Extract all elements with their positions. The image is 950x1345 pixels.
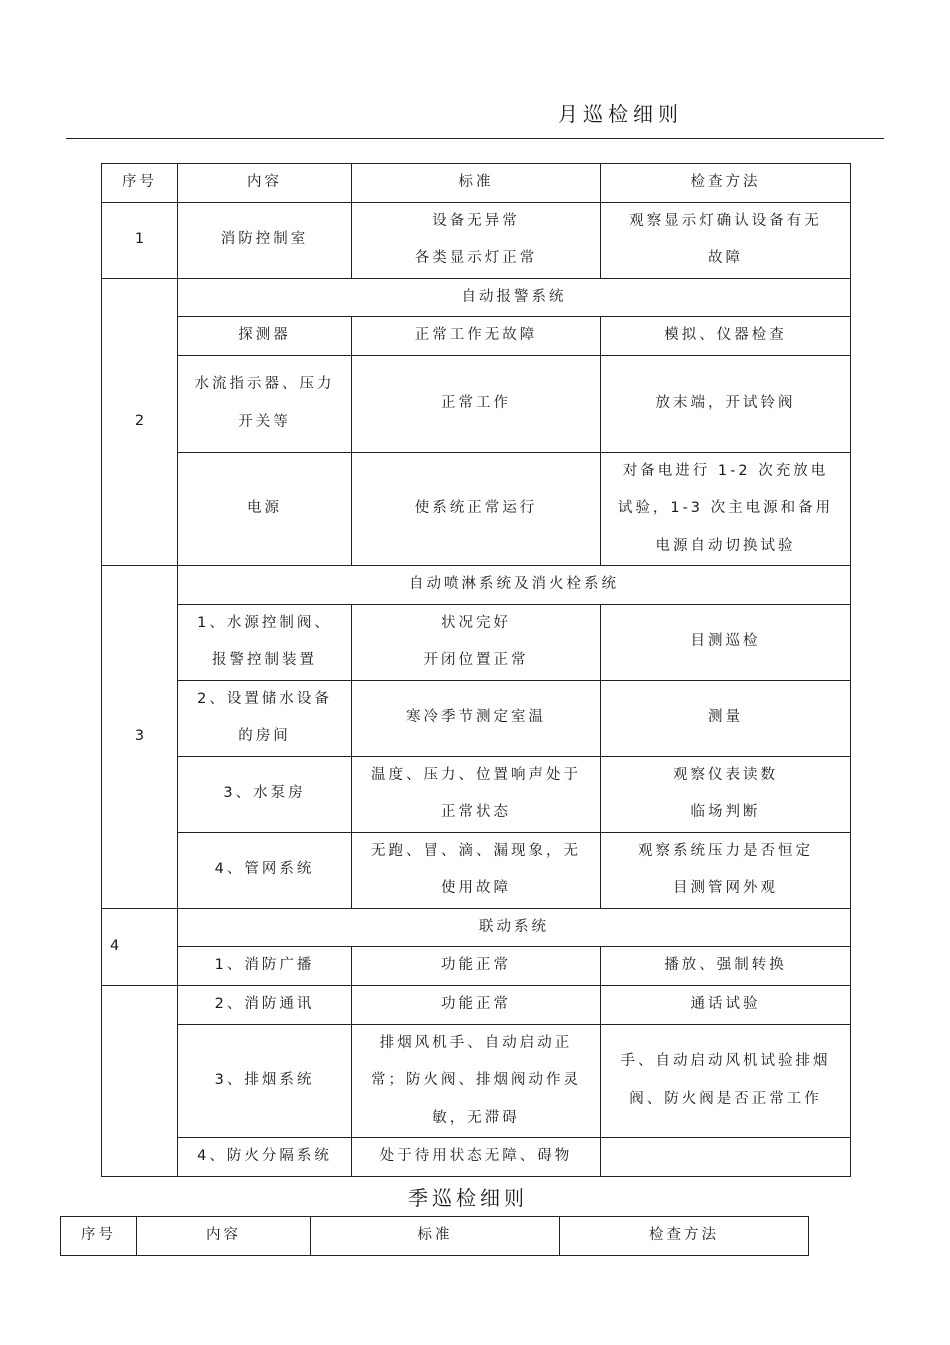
row-content xyxy=(178,604,352,680)
section-heading: 联动系统 xyxy=(178,908,851,947)
table-row xyxy=(102,947,851,986)
row-standard xyxy=(352,1024,601,1138)
table-row xyxy=(102,604,851,680)
text-line: 观察仪表读数 xyxy=(673,766,778,783)
row-standard: 功能正常 xyxy=(352,985,601,1024)
text-line: 手、自动启动风机试验排烟 xyxy=(620,1053,831,1070)
row-content: 消防控制室 xyxy=(178,202,352,278)
text-line: 排烟风机手、自动启动正 xyxy=(379,1034,573,1051)
text-line: 开闭位置正常 xyxy=(423,652,529,668)
text-line: 正常状态 xyxy=(441,804,511,820)
row-content: 1、消防广播 xyxy=(178,947,352,986)
row-content: 4、防火分隔系统 xyxy=(178,1138,352,1177)
table-row xyxy=(102,1024,851,1138)
row-standard: 使系统正常运行 xyxy=(352,452,601,566)
row-method: 通话试验 xyxy=(601,985,851,1024)
header-content: 内容 xyxy=(178,164,352,203)
monthly-inspection-table xyxy=(101,163,851,1177)
header-seq: 序号 xyxy=(61,1217,137,1256)
header-standard: 标准 xyxy=(311,1217,560,1256)
text-line: 目测管网外观 xyxy=(673,880,778,896)
row-standard: 处于待用状态无障、碍物 xyxy=(352,1138,601,1177)
row-content: 3、排烟系统 xyxy=(178,1024,352,1138)
row-method xyxy=(601,756,851,832)
title-divider xyxy=(66,138,884,139)
page-title: 月巡检细则 xyxy=(558,102,683,126)
header-content: 内容 xyxy=(137,1217,311,1256)
text-line: 观察系统压力是否恒定 xyxy=(638,842,813,859)
row-method: 放末端，开试铃阀 xyxy=(601,355,851,452)
text-line: 试验，1-3 次主电源和备用 xyxy=(617,500,834,516)
text-line: 开关等 xyxy=(238,413,291,430)
row-content: 3、水泵房 xyxy=(178,756,352,832)
text-line: 无跑、冒、滴、漏现象，无 xyxy=(371,842,581,859)
row-method: 播放、强制转换 xyxy=(601,947,851,986)
table-row xyxy=(102,680,851,756)
text-line: 温度、压力、位置响声处于 xyxy=(371,766,581,783)
text-line: 电源自动切换试验 xyxy=(655,537,796,554)
table-row xyxy=(102,355,851,452)
table-row xyxy=(102,1138,851,1177)
row-content xyxy=(178,680,352,756)
table-row xyxy=(102,985,851,1024)
row-seq-empty xyxy=(102,985,178,1176)
quarterly-inspection-table xyxy=(60,1216,809,1256)
text-line: 对备电进行 1-2 次充放电 xyxy=(622,462,829,479)
row-standard: 寒冷季节测定室温 xyxy=(352,680,601,756)
section-heading-row xyxy=(102,566,851,605)
row-standard xyxy=(352,756,601,832)
row-seq: 1 xyxy=(102,202,178,278)
text-line: 常；防火阀、排烟阀动作灵 xyxy=(371,1072,581,1088)
text-line: 临场判断 xyxy=(690,804,761,820)
text-line: 状况完好 xyxy=(441,614,511,631)
table-row xyxy=(102,202,851,278)
text-line: 2、设置储水设备 xyxy=(197,690,332,707)
header-seq: 序号 xyxy=(102,164,178,203)
text-line: 报警控制装置 xyxy=(212,652,317,668)
section-heading: 自动报警系统 xyxy=(178,278,851,317)
table-row xyxy=(102,317,851,356)
text-line: 设备无异常 xyxy=(432,212,520,229)
section-seq: 2 xyxy=(102,278,178,566)
row-content: 2、消防通讯 xyxy=(178,985,352,1024)
table-header-row xyxy=(61,1217,809,1256)
text-line: 的房间 xyxy=(238,728,291,744)
row-standard xyxy=(352,202,601,278)
text-line: 1、水源控制阀、 xyxy=(197,614,332,631)
section-heading: 自动喷淋系统及消火栓系统 xyxy=(178,566,851,605)
row-method: 测量 xyxy=(601,680,851,756)
section-seq: 3 xyxy=(102,566,178,909)
row-standard: 正常工作 xyxy=(352,355,601,452)
header-standard: 标准 xyxy=(352,164,601,203)
row-method: 模拟、仪器检查 xyxy=(601,317,851,356)
row-standard: 正常工作无故障 xyxy=(352,317,601,356)
text-line: 敏，无滞碍 xyxy=(432,1109,520,1126)
row-content: 探测器 xyxy=(178,317,352,356)
text-line: 观察显示灯确认设备有无 xyxy=(629,212,822,229)
section-seq: 4 xyxy=(102,908,178,985)
header-method: 检查方法 xyxy=(601,164,851,203)
row-standard xyxy=(352,832,601,908)
row-standard: 功能正常 xyxy=(352,947,601,986)
row-content: 4、管网系统 xyxy=(178,832,352,908)
row-method xyxy=(601,1024,851,1138)
text-line: 故障 xyxy=(708,250,743,266)
text-line: 各类显示灯正常 xyxy=(414,250,538,266)
table-row xyxy=(102,832,851,908)
section-title: 季巡检细则 xyxy=(408,1186,528,1210)
row-method xyxy=(601,1138,851,1177)
text-line: 水流指示器、压力 xyxy=(194,376,335,392)
row-content xyxy=(178,355,352,452)
section-heading-row xyxy=(102,278,851,317)
section-heading-row xyxy=(102,908,851,947)
row-standard xyxy=(352,604,601,680)
header-method: 检查方法 xyxy=(560,1217,809,1256)
row-content: 电源 xyxy=(178,452,352,566)
text-line: 使用故障 xyxy=(441,880,511,896)
table-header-row xyxy=(102,164,851,203)
table-row xyxy=(102,452,851,566)
row-method xyxy=(601,452,851,566)
row-method: 目测巡检 xyxy=(601,604,851,680)
row-method xyxy=(601,202,851,278)
table-row xyxy=(102,756,851,832)
text-line: 阀、防火阀是否正常工作 xyxy=(629,1090,822,1107)
row-method xyxy=(601,832,851,908)
